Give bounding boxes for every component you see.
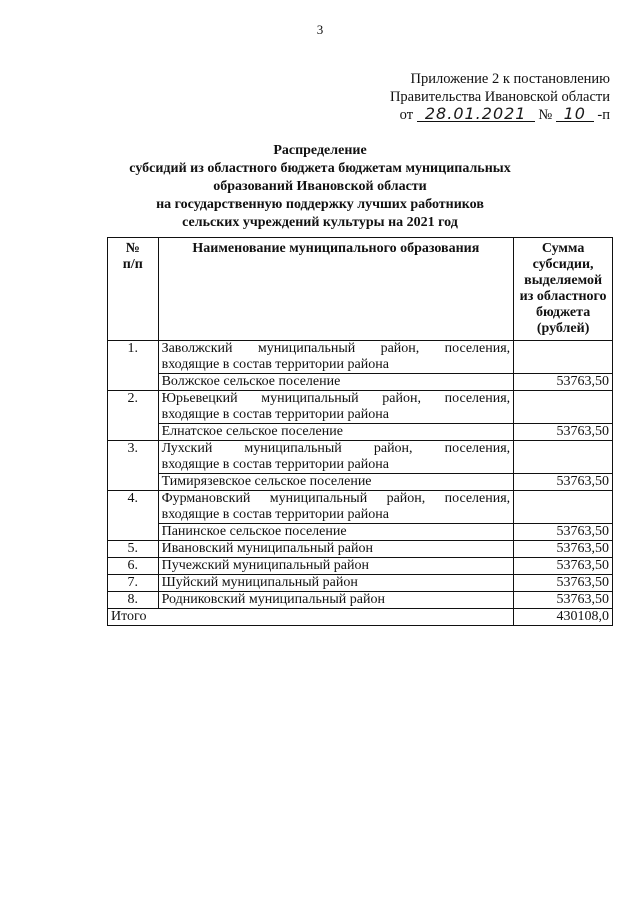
header-sum-line-4: из областного (519, 289, 607, 304)
number-prefix: № (538, 107, 553, 123)
appendix-line-1: Приложение 2 к постановлению (410, 71, 610, 87)
district-line-1: Заволжский муниципальный район, поселения, (161, 341, 511, 356)
appendix-block (330, 70, 610, 124)
handwritten-number: 10 (556, 106, 594, 122)
table-row (108, 374, 613, 391)
district-name (158, 341, 514, 374)
district-name: Шуйский муниципальный район (158, 575, 514, 592)
empty-sum-cell (514, 491, 613, 524)
header-sum-line-2: субсидии, (532, 257, 594, 272)
amount: 53763,50 (514, 575, 613, 592)
table-row (108, 592, 613, 609)
settlement-name: Панинское сельское поселение (158, 524, 514, 541)
district-line-2: входящие в состав территории района (161, 357, 389, 372)
table-row (108, 474, 613, 491)
heading-line-4: на государственную поддержку лучших работников (156, 197, 484, 212)
date-prefix: от (399, 107, 414, 123)
page-number: 3 (316, 22, 324, 37)
district-line-2: входящие в состав территории района (161, 507, 389, 522)
row-num: 8. (108, 592, 159, 609)
row-num: 3. (108, 441, 159, 491)
amount: 53763,50 (514, 474, 613, 491)
district-name: Пучежский муниципальный район (158, 558, 514, 575)
district-line-2: входящие в состав территории района (161, 457, 389, 472)
settlement-name: Тимирязевское сельское поселение (158, 474, 514, 491)
appendix-line-2: Правительства Ивановской области (389, 89, 610, 105)
table-row (108, 575, 613, 592)
header-sum-line-5: бюджета (535, 305, 591, 320)
table-row (108, 491, 613, 524)
table-row (108, 524, 613, 541)
table-header-row (108, 238, 613, 341)
subsidy-table (107, 237, 613, 626)
district-name: Ивановский муниципальный район (158, 541, 514, 558)
table-row (108, 441, 613, 474)
empty-sum-cell (514, 391, 613, 424)
row-num: 4. (108, 491, 159, 541)
row-num: 5. (108, 541, 159, 558)
settlement-name: Елнатское сельское поселение (158, 424, 514, 441)
empty-sum-cell (514, 441, 613, 474)
heading-line-1: Распределение (273, 143, 367, 158)
settlement-name: Волжское сельское поселение (158, 374, 514, 391)
district-line-2: входящие в состав территории района (161, 407, 389, 422)
row-num: 1. (108, 341, 159, 391)
amount: 53763,50 (514, 524, 613, 541)
table-row (108, 391, 613, 424)
header-num-line-2: п/п (122, 257, 143, 272)
amount: 53763,50 (514, 424, 613, 441)
header-sum-line-3: выделяемой (524, 273, 603, 288)
amount: 53763,50 (514, 592, 613, 609)
total-amount: 430108,0 (514, 609, 613, 626)
total-label: Итого (108, 609, 514, 626)
table-row (108, 541, 613, 558)
header-num (108, 238, 159, 341)
table-row (108, 558, 613, 575)
table-row (108, 424, 613, 441)
amount: 53763,50 (514, 558, 613, 575)
header-name: Наименование муниципального образования (158, 238, 514, 341)
district-line-1: Юрьевецкий муниципальный район, поселения, (161, 391, 511, 406)
total-row (108, 609, 613, 626)
header-sum-line-1: Сумма (541, 241, 585, 256)
row-num: 6. (108, 558, 159, 575)
appendix-line-3 (330, 106, 610, 124)
district-name (158, 491, 514, 524)
amount: 53763,50 (514, 541, 613, 558)
row-num: 2. (108, 391, 159, 441)
district-line-1: Фурмановский муниципальный район, поселения, (161, 491, 511, 506)
header-sum (514, 238, 613, 341)
heading-line-3: образований Ивановской области (213, 179, 427, 194)
heading-line-5: сельских учреждений культуры на 2021 год (182, 215, 458, 230)
amount: 53763,50 (514, 374, 613, 391)
district-line-1: Лухский муниципальный район, поселения, (161, 441, 511, 456)
header-sum-line-6: (рублей) (536, 321, 590, 336)
handwritten-date: 28.01.2021 (417, 106, 535, 122)
number-suffix: -п (597, 107, 610, 123)
district-name (158, 391, 514, 424)
table-row (108, 341, 613, 374)
row-num: 7. (108, 575, 159, 592)
district-name (158, 441, 514, 474)
district-name: Родниковский муниципальный район (158, 592, 514, 609)
header-num-line-1: № (125, 241, 140, 256)
heading-line-2: субсидий из областного бюджета бюджетам муниципальных (129, 161, 511, 176)
empty-sum-cell (514, 341, 613, 374)
document-heading (0, 142, 640, 232)
